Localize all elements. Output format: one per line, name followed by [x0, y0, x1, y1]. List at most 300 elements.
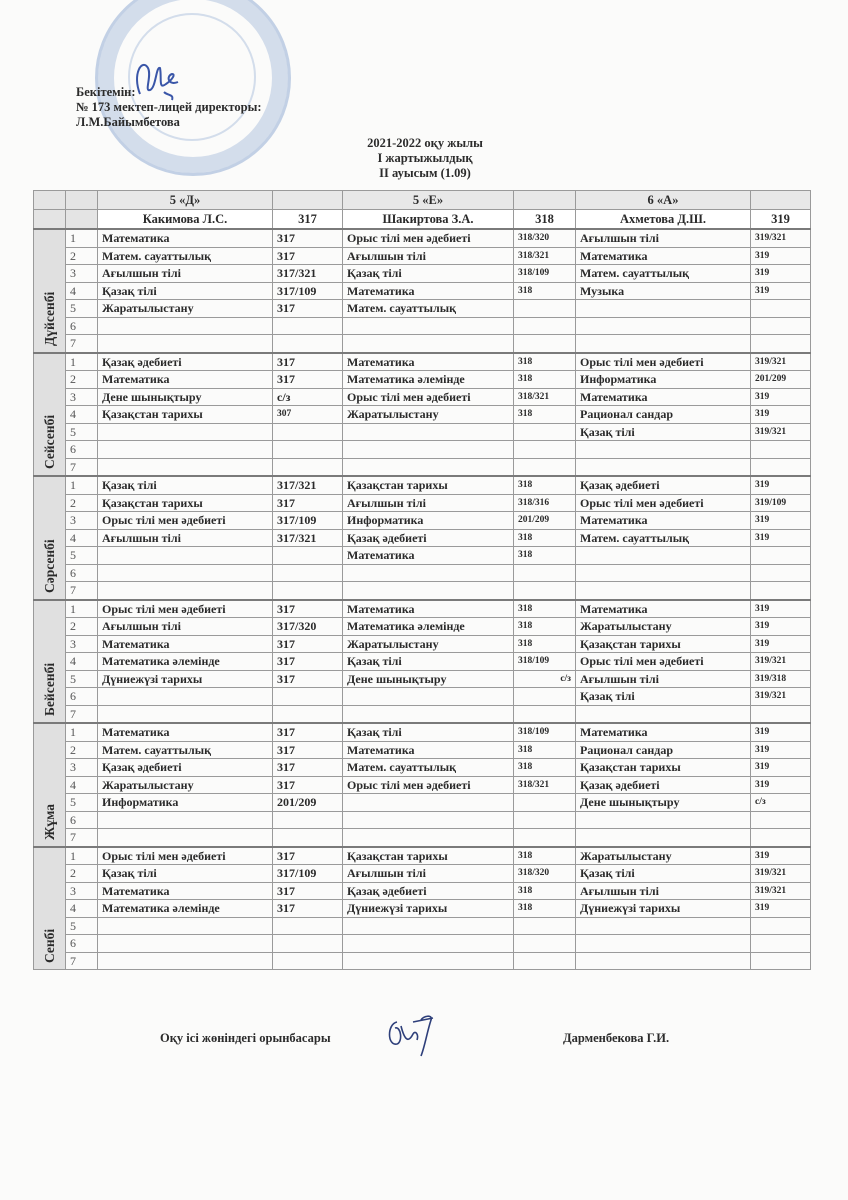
- room-cell: 318/321: [514, 776, 576, 794]
- lesson-row: [34, 353, 811, 371]
- subject-cell: Қазақ әдебиеті: [576, 476, 751, 494]
- subject-cell: Музыка: [576, 282, 751, 300]
- room-cell: [514, 335, 576, 353]
- subject-cell: Информатика: [98, 794, 273, 812]
- room-cell: 318: [514, 759, 576, 777]
- subject-cell: Ағылшын тілі: [576, 670, 751, 688]
- room-cell: [751, 917, 811, 935]
- room-cell: 317: [273, 741, 343, 759]
- room-cell: с/з: [514, 670, 576, 688]
- subject-cell: Математика: [576, 388, 751, 406]
- lesson-number: 5: [66, 300, 98, 318]
- lesson-number: 4: [66, 282, 98, 300]
- room-cell: 317: [273, 847, 343, 865]
- empty-cell: [34, 191, 66, 210]
- empty-cell: [34, 210, 66, 230]
- subject-cell: [98, 688, 273, 706]
- subject-cell: [98, 811, 273, 829]
- subject-cell: Ағылшын тілі: [343, 494, 514, 512]
- approval-label: Бекітемін:: [76, 85, 136, 99]
- room-cell: 317/109: [273, 512, 343, 530]
- room-cell: 319: [751, 776, 811, 794]
- subject-cell: Орыс тілі мен әдебиеті: [343, 388, 514, 406]
- subject-cell: Қазақ әдебиеті: [343, 882, 514, 900]
- subject-cell: [98, 935, 273, 953]
- lesson-row: [34, 741, 811, 759]
- day-name: Бейсенбі: [41, 662, 57, 716]
- lesson-row: [34, 723, 811, 741]
- day-name: Дүйсенбі: [41, 291, 57, 346]
- subject-cell: [343, 564, 514, 582]
- lesson-row: [34, 441, 811, 459]
- lesson-row: [34, 582, 811, 600]
- day-name: Жұма: [41, 803, 57, 840]
- lesson-number: 2: [66, 494, 98, 512]
- subject-cell: Орыс тілі мен әдебиеті: [343, 229, 514, 247]
- lesson-number: 5: [66, 794, 98, 812]
- room-cell: 319/318: [751, 670, 811, 688]
- subject-cell: [343, 935, 514, 953]
- room-cell: 319: [751, 476, 811, 494]
- subject-cell: Математика: [343, 282, 514, 300]
- lesson-number: 5: [66, 917, 98, 935]
- subject-cell: [576, 441, 751, 459]
- lesson-row: [34, 829, 811, 847]
- approval-block: [76, 85, 262, 130]
- room-cell: 318/109: [514, 265, 576, 283]
- subject-cell: Қазақ тілі: [343, 653, 514, 671]
- subject-cell: [98, 952, 273, 970]
- room-cell: [751, 564, 811, 582]
- day-name: Сейсенбі: [41, 414, 57, 469]
- subject-cell: [343, 582, 514, 600]
- subject-cell: Жаратылыстану: [343, 635, 514, 653]
- room-cell: 317: [273, 353, 343, 371]
- lesson-number: 7: [66, 335, 98, 353]
- room-cell: [514, 917, 576, 935]
- subject-cell: [343, 952, 514, 970]
- lesson-number: 1: [66, 476, 98, 494]
- subject-cell: [576, 917, 751, 935]
- lesson-row: [34, 670, 811, 688]
- subject-cell: Орыс тілі мен әдебиеті: [98, 600, 273, 618]
- room-cell: 317/321: [273, 529, 343, 547]
- subject-cell: Қазақстан тарихы: [343, 476, 514, 494]
- room-cell: [514, 300, 576, 318]
- room-cell: 318/321: [514, 247, 576, 265]
- subject-cell: Қазақстан тарихы: [576, 759, 751, 777]
- subject-cell: Қазақ әдебиеті: [343, 529, 514, 547]
- subject-cell: [576, 582, 751, 600]
- day-name: Сенбі: [41, 928, 57, 963]
- subject-cell: [343, 688, 514, 706]
- subject-cell: Қазақ тілі: [343, 723, 514, 741]
- subject-cell: Орыс тілі мен әдебиеті: [576, 653, 751, 671]
- room-cell: [273, 582, 343, 600]
- room-cell: 317: [273, 600, 343, 618]
- subject-cell: Математика: [576, 247, 751, 265]
- day-label-cell: [34, 723, 66, 847]
- room-cell: [273, 829, 343, 847]
- subject-cell: Матем. сауаттылық: [576, 265, 751, 283]
- subject-cell: [98, 705, 273, 723]
- lesson-number: 4: [66, 900, 98, 918]
- room-cell: 318: [514, 406, 576, 424]
- room-cell: 317: [273, 759, 343, 777]
- lesson-number: 5: [66, 547, 98, 565]
- day-label-cell: [34, 353, 66, 477]
- subject-cell: Дене шынықтыру: [98, 388, 273, 406]
- lesson-row: [34, 335, 811, 353]
- room-cell: 318: [514, 900, 576, 918]
- lesson-row: [34, 423, 811, 441]
- room-cell: [751, 300, 811, 318]
- subject-cell: Қазақстан тарихы: [98, 494, 273, 512]
- room-cell: 318: [514, 741, 576, 759]
- room-cell: [514, 829, 576, 847]
- subject-cell: Рационал сандар: [576, 406, 751, 424]
- room-cell: [273, 688, 343, 706]
- room-cell: [514, 458, 576, 476]
- room-cell: 317: [273, 494, 343, 512]
- lesson-number: 5: [66, 670, 98, 688]
- room-cell: 318/320: [514, 229, 576, 247]
- room-cell: 319/321: [751, 229, 811, 247]
- subject-cell: Қазақ тілі: [343, 265, 514, 283]
- day-label-cell: [34, 229, 66, 353]
- subject-cell: Қазақ тілі: [576, 423, 751, 441]
- lesson-number: 6: [66, 317, 98, 335]
- room-cell: [273, 423, 343, 441]
- room-cell: 318: [514, 882, 576, 900]
- subject-cell: [98, 335, 273, 353]
- room-cell: [273, 441, 343, 459]
- subject-cell: Математика: [576, 723, 751, 741]
- subject-cell: Қазақ әдебиеті: [98, 759, 273, 777]
- room-cell: [751, 935, 811, 953]
- subject-cell: Қазақстан тарихы: [576, 635, 751, 653]
- room-cell: 319: [751, 512, 811, 530]
- empty-cell: [514, 191, 576, 210]
- semester: І жартыжылдық: [377, 151, 473, 165]
- lesson-number: 1: [66, 600, 98, 618]
- room-cell: 319/321: [751, 865, 811, 883]
- subject-cell: Матем. сауаттылық: [98, 741, 273, 759]
- subject-cell: Ағылшын тілі: [98, 618, 273, 636]
- lesson-number: 1: [66, 847, 98, 865]
- subject-cell: [98, 441, 273, 459]
- room-cell: 317: [273, 776, 343, 794]
- lesson-number: 1: [66, 723, 98, 741]
- lesson-row: [34, 282, 811, 300]
- approval-position: № 173 мектеп-лицей директоры:: [76, 100, 262, 114]
- subject-cell: Қазақстан тарихы: [343, 847, 514, 865]
- subject-cell: Дене шынықтыру: [343, 670, 514, 688]
- room-cell: 319: [751, 247, 811, 265]
- lesson-row: [34, 247, 811, 265]
- room-cell: 317: [273, 900, 343, 918]
- room-cell: [514, 423, 576, 441]
- lesson-row: [34, 458, 811, 476]
- lesson-row: [34, 476, 811, 494]
- lesson-row: [34, 865, 811, 883]
- lesson-number: 3: [66, 265, 98, 283]
- lesson-number: 6: [66, 811, 98, 829]
- empty-cell: [66, 191, 98, 210]
- subject-cell: [98, 458, 273, 476]
- subject-cell: Математика: [98, 371, 273, 389]
- room-cell: [751, 458, 811, 476]
- room-cell: 317: [273, 300, 343, 318]
- lesson-number: 2: [66, 741, 98, 759]
- room-cell: 319/321: [751, 653, 811, 671]
- room-cell: 318: [514, 353, 576, 371]
- room-cell: 317: [273, 247, 343, 265]
- lesson-row: [34, 705, 811, 723]
- room-cell: [514, 705, 576, 723]
- room-cell: 319/321: [751, 353, 811, 371]
- subject-cell: [343, 811, 514, 829]
- class-name: 6 «А»: [576, 191, 751, 210]
- room-cell: с/з: [751, 794, 811, 812]
- lesson-number: 7: [66, 582, 98, 600]
- subject-cell: [343, 829, 514, 847]
- lesson-number: 3: [66, 759, 98, 777]
- home-room: 318: [514, 210, 576, 230]
- subject-cell: [576, 935, 751, 953]
- room-cell: [273, 935, 343, 953]
- room-cell: [273, 547, 343, 565]
- deputy-name: Дарменбекова Г.И.: [563, 1031, 670, 1045]
- lesson-row: [34, 759, 811, 777]
- room-cell: 318: [514, 618, 576, 636]
- subject-cell: [576, 811, 751, 829]
- room-cell: 317: [273, 635, 343, 653]
- lesson-number: 2: [66, 371, 98, 389]
- room-cell: 318: [514, 635, 576, 653]
- subject-cell: Қазақ тілі: [98, 476, 273, 494]
- subject-cell: [576, 829, 751, 847]
- subject-cell: Информатика: [576, 371, 751, 389]
- schedule-title: [300, 136, 550, 181]
- room-cell: 318: [514, 476, 576, 494]
- room-cell: 319: [751, 600, 811, 618]
- room-cell: 319: [751, 529, 811, 547]
- room-cell: 319/321: [751, 688, 811, 706]
- subject-cell: Қазақ тілі: [98, 282, 273, 300]
- lesson-row: [34, 653, 811, 671]
- subject-cell: Қазақ әдебиеті: [576, 776, 751, 794]
- room-cell: 319: [751, 847, 811, 865]
- lesson-number: 5: [66, 423, 98, 441]
- lesson-row: [34, 618, 811, 636]
- room-cell: [514, 564, 576, 582]
- room-cell: 317: [273, 670, 343, 688]
- lesson-number: 4: [66, 406, 98, 424]
- room-cell: 318: [514, 529, 576, 547]
- lesson-row: [34, 952, 811, 970]
- room-cell: [273, 952, 343, 970]
- class-name-row: [34, 191, 811, 210]
- subject-cell: Қазақ тілі: [576, 865, 751, 883]
- lesson-number: 6: [66, 441, 98, 459]
- lesson-number: 7: [66, 458, 98, 476]
- room-cell: [273, 811, 343, 829]
- room-cell: 201/209: [751, 371, 811, 389]
- subject-cell: Матем. сауаттылық: [98, 247, 273, 265]
- lesson-row: [34, 300, 811, 318]
- subject-cell: [343, 917, 514, 935]
- lesson-number: 2: [66, 618, 98, 636]
- room-cell: 318/320: [514, 865, 576, 883]
- subject-cell: [343, 458, 514, 476]
- subject-cell: [343, 441, 514, 459]
- subject-cell: [576, 317, 751, 335]
- subject-cell: Дүниежүзі тарихы: [576, 900, 751, 918]
- subject-cell: Орыс тілі мен әдебиеті: [576, 494, 751, 512]
- subject-cell: Орыс тілі мен әдебиеті: [98, 512, 273, 530]
- room-cell: [751, 582, 811, 600]
- room-cell: 317: [273, 653, 343, 671]
- room-cell: 318/321: [514, 388, 576, 406]
- subject-cell: Ағылшын тілі: [576, 229, 751, 247]
- class-teacher: Шакиртова З.А.: [343, 210, 514, 230]
- subject-cell: Математика: [98, 723, 273, 741]
- room-cell: [273, 705, 343, 723]
- room-cell: 319: [751, 900, 811, 918]
- subject-cell: Дене шынықтыру: [576, 794, 751, 812]
- subject-cell: Қазақстан тарихы: [98, 406, 273, 424]
- lesson-row: [34, 388, 811, 406]
- room-cell: [751, 547, 811, 565]
- lesson-number: 7: [66, 952, 98, 970]
- room-cell: 318/109: [514, 653, 576, 671]
- subject-cell: Жаратылыстану: [98, 300, 273, 318]
- empty-cell: [66, 210, 98, 230]
- lesson-row: [34, 688, 811, 706]
- room-cell: 319: [751, 618, 811, 636]
- lesson-row: [34, 529, 811, 547]
- subject-cell: Математика: [98, 882, 273, 900]
- room-cell: 319: [751, 265, 811, 283]
- class-name: 5 «Е»: [343, 191, 514, 210]
- room-cell: [273, 317, 343, 335]
- home-room: 319: [751, 210, 811, 230]
- subject-cell: Жаратылыстану: [576, 618, 751, 636]
- lesson-row: [34, 317, 811, 335]
- lesson-row: [34, 265, 811, 283]
- subject-cell: Жаратылыстану: [343, 406, 514, 424]
- subject-cell: Орыс тілі мен әдебиеті: [343, 776, 514, 794]
- subject-cell: Матем. сауаттылық: [343, 300, 514, 318]
- lesson-row: [34, 547, 811, 565]
- subject-cell: Математика әлемінде: [98, 653, 273, 671]
- subject-cell: Дүниежүзі тарихы: [343, 900, 514, 918]
- day-label-cell: [34, 847, 66, 970]
- subject-cell: Қазақ тілі: [98, 865, 273, 883]
- lesson-row: [34, 794, 811, 812]
- class-name: 5 «Д»: [98, 191, 273, 210]
- lesson-row: [34, 600, 811, 618]
- room-cell: [751, 335, 811, 353]
- subject-cell: [576, 458, 751, 476]
- subject-cell: Орыс тілі мен әдебиеті: [576, 353, 751, 371]
- class-teacher: Какимова Л.С.: [98, 210, 273, 230]
- subject-cell: Математика: [343, 547, 514, 565]
- lesson-row: [34, 564, 811, 582]
- room-cell: 318: [514, 282, 576, 300]
- room-cell: 319: [751, 741, 811, 759]
- class-teacher: Ахметова Д.Ш.: [576, 210, 751, 230]
- subject-cell: Математика әлемінде: [343, 618, 514, 636]
- day-label-cell: [34, 476, 66, 600]
- lesson-number: 3: [66, 882, 98, 900]
- subject-cell: Ағылшын тілі: [343, 865, 514, 883]
- subject-cell: [98, 564, 273, 582]
- lesson-row: [34, 371, 811, 389]
- subject-cell: Математика: [576, 512, 751, 530]
- lesson-number: 2: [66, 247, 98, 265]
- lesson-row: [34, 811, 811, 829]
- lesson-number: 3: [66, 512, 98, 530]
- subject-cell: Матем. сауаттылық: [576, 529, 751, 547]
- subject-cell: Ағылшын тілі: [576, 882, 751, 900]
- lesson-number: 4: [66, 776, 98, 794]
- subject-cell: Ағылшын тілі: [98, 529, 273, 547]
- subject-cell: [576, 335, 751, 353]
- subject-cell: [343, 423, 514, 441]
- lesson-row: [34, 882, 811, 900]
- room-cell: 319: [751, 406, 811, 424]
- room-cell: [273, 917, 343, 935]
- room-cell: [273, 335, 343, 353]
- room-cell: 317/109: [273, 282, 343, 300]
- room-cell: 317/109: [273, 865, 343, 883]
- room-cell: 319/109: [751, 494, 811, 512]
- room-cell: [514, 582, 576, 600]
- subject-cell: [343, 317, 514, 335]
- subject-cell: Ағылшын тілі: [98, 265, 273, 283]
- room-cell: [751, 317, 811, 335]
- room-cell: [751, 952, 811, 970]
- subject-cell: [576, 564, 751, 582]
- empty-cell: [273, 191, 343, 210]
- subject-cell: [98, 423, 273, 441]
- room-cell: [273, 458, 343, 476]
- empty-cell: [751, 191, 811, 210]
- subject-cell: [98, 317, 273, 335]
- room-cell: [514, 794, 576, 812]
- room-cell: [514, 441, 576, 459]
- room-cell: 201/209: [514, 512, 576, 530]
- subject-cell: [343, 705, 514, 723]
- room-cell: 307: [273, 406, 343, 424]
- room-cell: 318/316: [514, 494, 576, 512]
- approval-director-name: Л.М.Байымбетова: [76, 115, 180, 129]
- schedule-table: [33, 190, 811, 970]
- subject-cell: Информатика: [343, 512, 514, 530]
- room-cell: [514, 317, 576, 335]
- room-cell: [514, 952, 576, 970]
- subject-cell: Рационал сандар: [576, 741, 751, 759]
- room-cell: 317: [273, 229, 343, 247]
- room-cell: 317: [273, 882, 343, 900]
- shift: ІІ ауысым (1.09): [379, 166, 471, 180]
- room-cell: 318: [514, 600, 576, 618]
- lesson-number: 2: [66, 865, 98, 883]
- lesson-number: 6: [66, 564, 98, 582]
- lesson-number: 4: [66, 653, 98, 671]
